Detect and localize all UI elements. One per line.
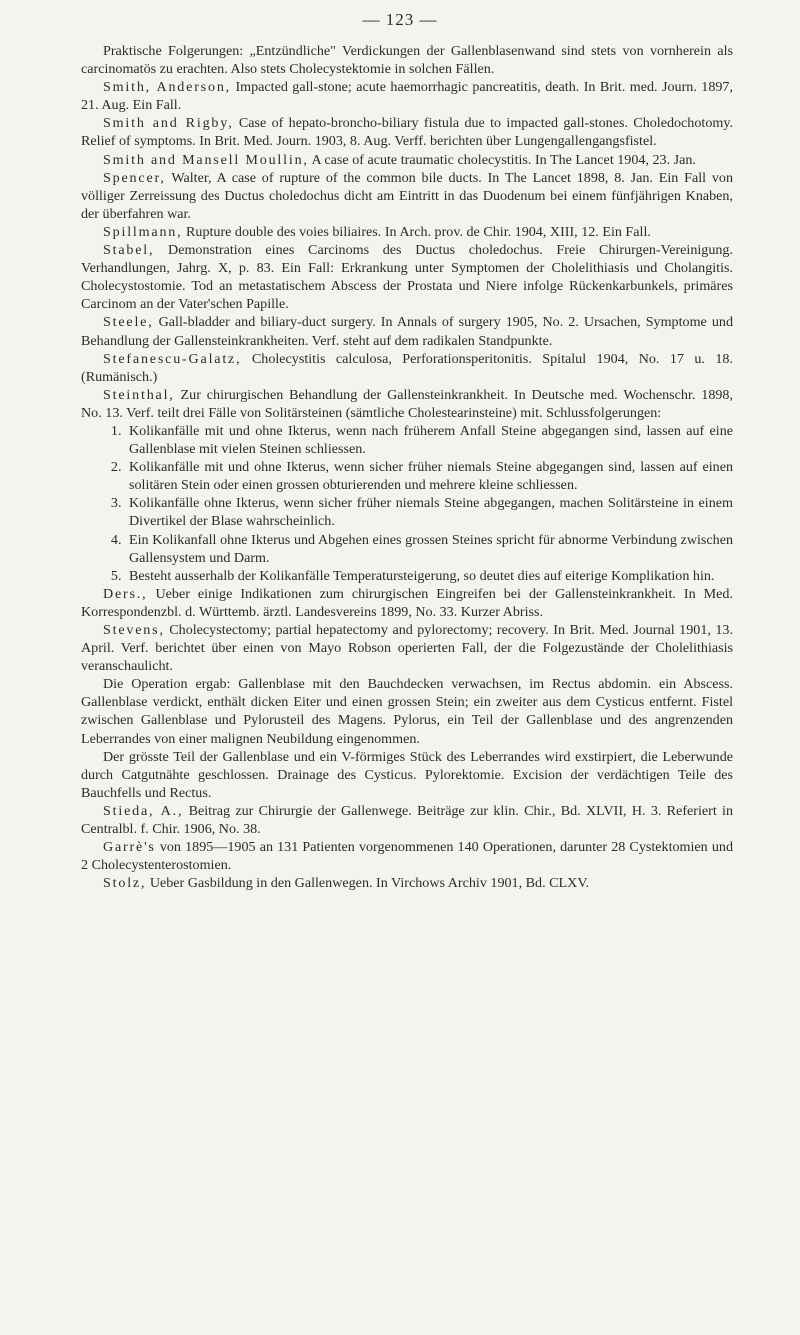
author-name: Steinthal, xyxy=(103,386,175,403)
reference-entry xyxy=(81,114,733,150)
author-name: Steele, xyxy=(103,314,154,331)
author-name: Stieda, A., xyxy=(103,802,184,819)
paragraph-text: Die Operation ergab: Gallenblase mit den Bauchdecken verwachsen, im Rectus abdomin. ein Abscess. Gallenblase verdickt, enthält dicken Eiter und einen grossen Stein; ein zweiter aus dem Cysticus entfernt. Fistel zwischen Gallenblase und Pylorusteil des Magens. Pylorus, ein Teil der Gallenblase und des angrenzenden Leberrandes von einer malignen Neubildung eingenommen. xyxy=(81,676,733,747)
reference-entry xyxy=(81,386,733,422)
conclusion-item: 3. Kolikanfälle ohne Ikterus, wenn sicher früher niemals Steine abgegangen, machen Solitärsteine in einem Divertikel der Blase wahrscheinlich. xyxy=(125,494,733,530)
reference-entry xyxy=(81,241,733,313)
paragraph xyxy=(81,748,733,802)
reference-entry xyxy=(81,169,733,223)
reference-entry xyxy=(81,802,733,838)
paragraph-text: Der grösste Teil der Gallenblase und ein V-förmiges Stück des Leberrandes wird exstirpiert, die Leberwunde durch Catgutnähte geschlossen. Drainage des Cysticus. Pylorektomie. Excision der verdächtigen Teile des Bauchfells und Rectus. xyxy=(81,748,733,801)
reference-text: von 1895—1905 an 131 Patienten vorgenommenen 140 Operationen, darunter 28 Cystektomien und 2 Cholecystenterostomien. xyxy=(81,839,733,874)
reference-entry xyxy=(81,78,733,114)
conclusion-item: 4. Ein Kolikanfall ohne Ikterus und Abgehen eines grossen Steines spricht für abnorme Verbindung zwischen Gallensystem und Darm. xyxy=(125,531,733,567)
author-name: Garrè's xyxy=(103,839,156,856)
author-name: Stolz, xyxy=(103,875,147,892)
author-name: Smith, Anderson, xyxy=(103,79,231,96)
conclusions-list xyxy=(81,422,733,585)
reference-text: Ueber Gasbildung in den Gallenwegen. In Virchows Archiv 1901, Bd. CLXV. xyxy=(146,875,590,892)
reference-text: Gall-bladder and biliary-duct surgery. In Annals of surgery 1905, No. 2. Ursachen, Symptome und Behandlung der Gallensteinkrankheiten. Verf. steht auf dem radikalen Standpunkte. xyxy=(81,314,733,349)
conclusion-item: 2. Kolikanfälle mit und ohne Ikterus, wenn sicher früher niemals Steine abgegangen sind, lassen auf einen solitären Stein oder einen grossen obturierenden und mehrere kleine schliessen. xyxy=(125,458,733,494)
author-name: Smith and Mansell Moullin, xyxy=(103,151,309,168)
author-name: Stabel, xyxy=(103,242,155,259)
reference-list-continued xyxy=(81,585,733,893)
author-name: Ders., xyxy=(103,585,148,602)
reference-text: Cholecystectomy; partial hepatectomy and pylorectomy; recovery. In Brit. Med. Journal 1901, 13. April. Verf. berichtet über einen von Mayo Robson operierten Fall, der die Folgezustände der Cholelithiasis veranschaulicht. xyxy=(81,622,733,675)
reference-text: A case of acute traumatic cholecystitis. In The Lancet 1904, 23. Jan. xyxy=(308,151,696,168)
conclusion-item: 1. Kolikanfälle mit und ohne Ikterus, wenn nach früherem Anfall Steine abgegangen sind, lassen auf eine Gallenblase mit vielen Steinen schliessen. xyxy=(125,422,733,458)
reference-text: Demonstration eines Carcinoms des Ductus choledochus. Freie Chirurgen-Vereinigung. Verhandlungen, Jahrg. X, p. 83. Ein Fall: Erkrankung unter Symptomen der Cholelithiasis und Cholangitis. Cholecystostomie. Tod an metastatischem Abscess der Prostata und Niere infolge Rückenkarbunkels, primäres Carcinom an der Vater'schen Papille. xyxy=(81,242,733,313)
conclusion-item: 5. Besteht ausserhalb der Kolikanfälle Temperatursteigerung, so deutet dies auf eiterige Komplikation hin. xyxy=(125,567,733,585)
author-name: Spillmann, xyxy=(103,223,183,240)
reference-text: Impacted gall-stone; acute haemorrhagic pancreatitis, death. In Brit. med. Journ. 1897, 21. Aug. Ein Fall. xyxy=(81,79,733,114)
page-number: — 123 — xyxy=(362,10,438,29)
author-name: Stefanescu-Galatz, xyxy=(103,350,242,367)
paragraph xyxy=(81,42,733,78)
reference-text: Walter, A case of rupture of the common bile ducts. In The Lancet 1898, 8. Jan. Ein Fall von völliger Zerreissung des Ductus choledochus dicht am Eintritt in das Duodenum bei einem fünfjährigen Knaben, der überfahren war. xyxy=(81,169,733,222)
paragraph-text: Praktische Folgerungen: „Entzündliche" Verdickungen der Gallenblasenwand sind stets von vornherein als carcinomatös zu erachten. Also stets Cholecystektomie in solchen Fällen. xyxy=(81,43,733,78)
author-name: Spencer, xyxy=(103,169,166,186)
reference-entry xyxy=(81,874,733,892)
reference-entry xyxy=(81,223,733,241)
author-name: Stevens, xyxy=(103,622,165,638)
reference-text: Rupture double des voies biliaires. In Arch. prov. de Chir. 1904, XIII, 12. Ein Fall. xyxy=(182,223,651,240)
reference-entry xyxy=(81,621,733,675)
reference-entry xyxy=(81,350,733,386)
paragraph xyxy=(81,675,733,747)
page-body xyxy=(81,42,733,892)
reference-text: Case of hepato-broncho-biliary fistula due to impacted gall-stones. Choledochotomy. Relief of symptoms. In Brit. Med. Journ. 1903, 8. Aug. Verff. berichten über Lungengallengangsfistel. xyxy=(81,115,733,150)
reference-text: Zur chirurgischen Behandlung der Gallensteinkrankheit. In Deutsche med. Wochenschr. 1898, No. 13. Verf. teilt drei Fälle von Solitärsteinen (sämtliche Cholestearinsteine) mit. Schlussfolgerungen: xyxy=(81,386,733,421)
reference-entry xyxy=(81,313,733,349)
reference-entry xyxy=(81,151,733,169)
author-name: Smith and Rigby, xyxy=(103,115,234,132)
reference-text: Beitrag zur Chirurgie der Gallenwege. Beiträge zur klin. Chir., Bd. XLVII, H. 3. Referiert in Centralbl. f. Chir. 1906, No. 38. xyxy=(81,802,733,838)
reference-list xyxy=(81,42,733,422)
reference-entry xyxy=(81,585,733,621)
reference-entry xyxy=(81,838,733,874)
reference-text: Cholecystitis calculosa, Perforationsperitonitis. Spitalul 1904, No. 17 u. 18. (Rumänisch.) xyxy=(81,350,733,385)
reference-text: Ueber einige Indikationen zum chirurgischen Eingreifen bei der Gallensteinkrankheit. In Med. Korrespondenzbl. d. Württemb. ärztl. Landesvereins 1899, No. 33. Kurzer Abriss. xyxy=(81,585,733,620)
